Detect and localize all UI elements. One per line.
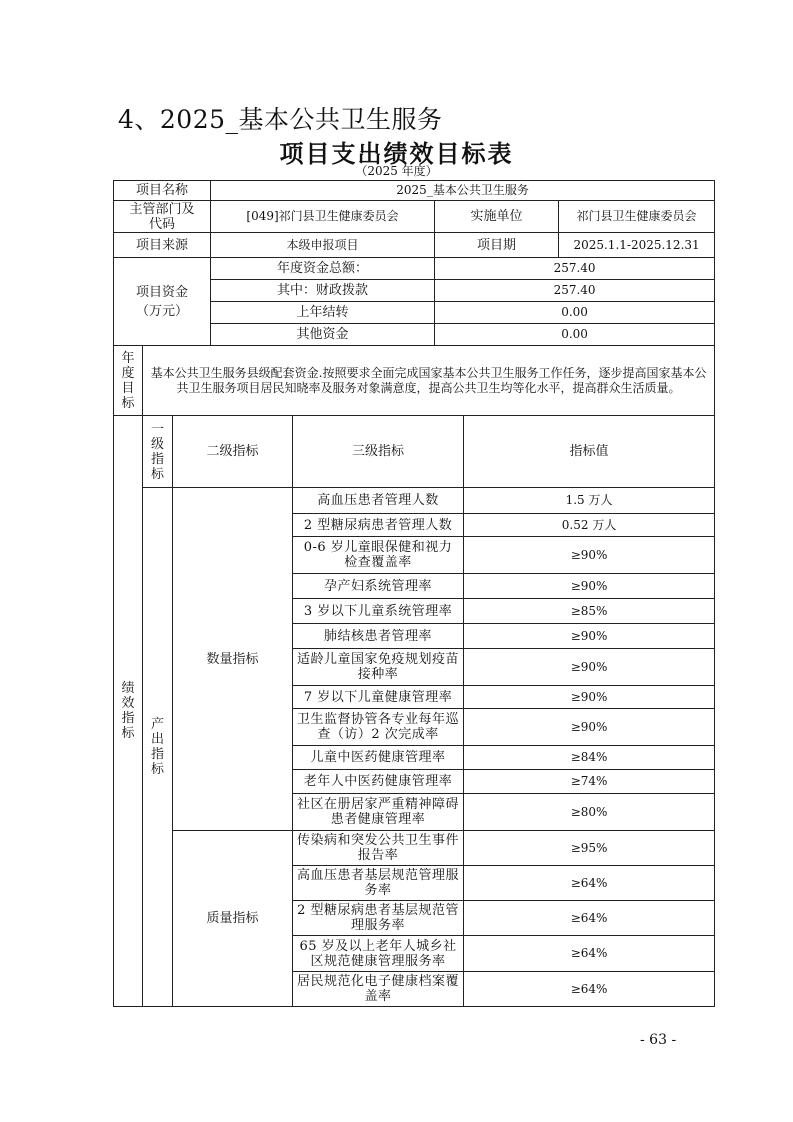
indicator-name: 高血压患者管理人数 [293, 488, 464, 514]
funds-carry-label: 上年结转 [211, 302, 435, 324]
indicator-value: ≥95% [464, 831, 715, 866]
indicator-value: ≥90% [464, 574, 715, 599]
section-heading: 4、2025_基本公共卫生服务 [118, 105, 443, 134]
indicator-value: ≥84% [464, 746, 715, 770]
funds-total-label: 年度资金总额： [211, 258, 435, 280]
indicator-name: 7 岁以下儿童健康管理率 [293, 686, 464, 709]
output-indicator-label: 产出指标 [143, 488, 173, 1007]
indicator-value: ≥90% [464, 624, 715, 649]
perf-indicator-label: 绩效指标 [114, 416, 143, 1007]
dept-label: 主管部门及代码 [114, 201, 211, 233]
indicator-name: 孕产妇系统管理率 [293, 574, 464, 599]
indicator-value: ≥64% [464, 972, 715, 1007]
indicator-value: 1.5 万人 [464, 488, 715, 514]
source-value: 本级申报项目 [211, 233, 435, 258]
source-label: 项目来源 [114, 233, 211, 258]
indicator-value: 0.52 万人 [464, 514, 715, 537]
indicator-name: 传染病和突发公共卫生事件报告率 [293, 831, 464, 866]
indicator-value: ≥64% [464, 936, 715, 972]
impl-unit-value: 祁门县卫生健康委员会 [559, 201, 715, 233]
quality-indicator-label: 质量指标 [173, 831, 293, 1007]
indicator-name: 高血压患者基层规范管理服务率 [293, 866, 464, 901]
funds-other-value: 0.00 [435, 324, 715, 346]
indicator-value: ≥90% [464, 537, 715, 574]
indicator-name: 老年人中医药健康管理率 [293, 770, 464, 794]
quantity-indicator-label: 数量指标 [173, 488, 293, 831]
project-name-label: 项目名称 [114, 181, 211, 201]
page-title: 项目支出绩效目标表 [279, 140, 514, 168]
funds-fiscal-value: 257.40 [435, 280, 715, 302]
indicator-value: ≥90% [464, 709, 715, 746]
indicator-name: 社区在册居家严重精神障碍患者健康管理率 [293, 794, 464, 831]
level2-header: 二级指标 [173, 416, 293, 488]
indicator-value: ≥80% [464, 794, 715, 831]
indicator-name: 3 岁以下儿童系统管理率 [293, 599, 464, 624]
indicator-name: 0-6 岁儿童眼保健和视力检查覆盖率 [293, 537, 464, 574]
funds-other-label: 其他资金 [211, 324, 435, 346]
page-subtitle: （2025 年度） [355, 164, 438, 178]
indicator-name: 居民规范化电子健康档案覆盖率 [293, 972, 464, 1007]
indicator-name: 2 型糖尿病患者基层规范管理服务率 [293, 901, 464, 936]
indicator-value-header: 指标值 [464, 416, 715, 488]
funds-label: 项目资金（万元） [114, 258, 211, 346]
impl-unit-label: 实施单位 [435, 201, 559, 233]
funds-carry-value: 0.00 [435, 302, 715, 324]
period-label: 项目期 [435, 233, 559, 258]
indicator-name: 65 岁及以上老年人城乡社区规范健康管理服务率 [293, 936, 464, 972]
indicator-value: ≥90% [464, 686, 715, 709]
level3-header: 三级指标 [293, 416, 464, 488]
indicator-name: 卫生监督协管各专业每年巡查（访）2 次完成率 [293, 709, 464, 746]
indicator-name: 适龄儿童国家免疫规划疫苗接种率 [293, 649, 464, 686]
performance-table [113, 180, 715, 1007]
project-name-value: 2025_基本公共卫生服务 [211, 181, 715, 201]
annual-goal-text: 基本公共卫生服务县级配套资金.按照要求全面完成国家基本公共卫生服务工作任务，逐步提高国家基本公共卫生服务项目居民知晓率及服务对象满意度，提高公共卫生均等化水平，提高群众生活质量。 [143, 346, 715, 416]
funds-total-value: 257.40 [435, 258, 715, 280]
indicator-name: 儿童中医药健康管理率 [293, 746, 464, 770]
indicator-name: 肺结核患者管理率 [293, 624, 464, 649]
level1-header: 一级指标 [143, 416, 173, 488]
page-number: - 63 - [640, 1032, 677, 1048]
indicator-value: ≥90% [464, 649, 715, 686]
period-value: 2025.1.1-2025.12.31 [559, 233, 715, 258]
indicator-value: ≥64% [464, 901, 715, 936]
indicator-value: ≥85% [464, 599, 715, 624]
funds-fiscal-label: 其中：财政拨款 [211, 280, 435, 302]
dept-value: [049]祁门县卫生健康委员会 [211, 201, 435, 233]
indicator-value: ≥64% [464, 866, 715, 901]
annual-goal-label: 年度目标 [114, 346, 143, 416]
indicator-value: ≥74% [464, 770, 715, 794]
indicator-name: 2 型糖尿病患者管理人数 [293, 514, 464, 537]
